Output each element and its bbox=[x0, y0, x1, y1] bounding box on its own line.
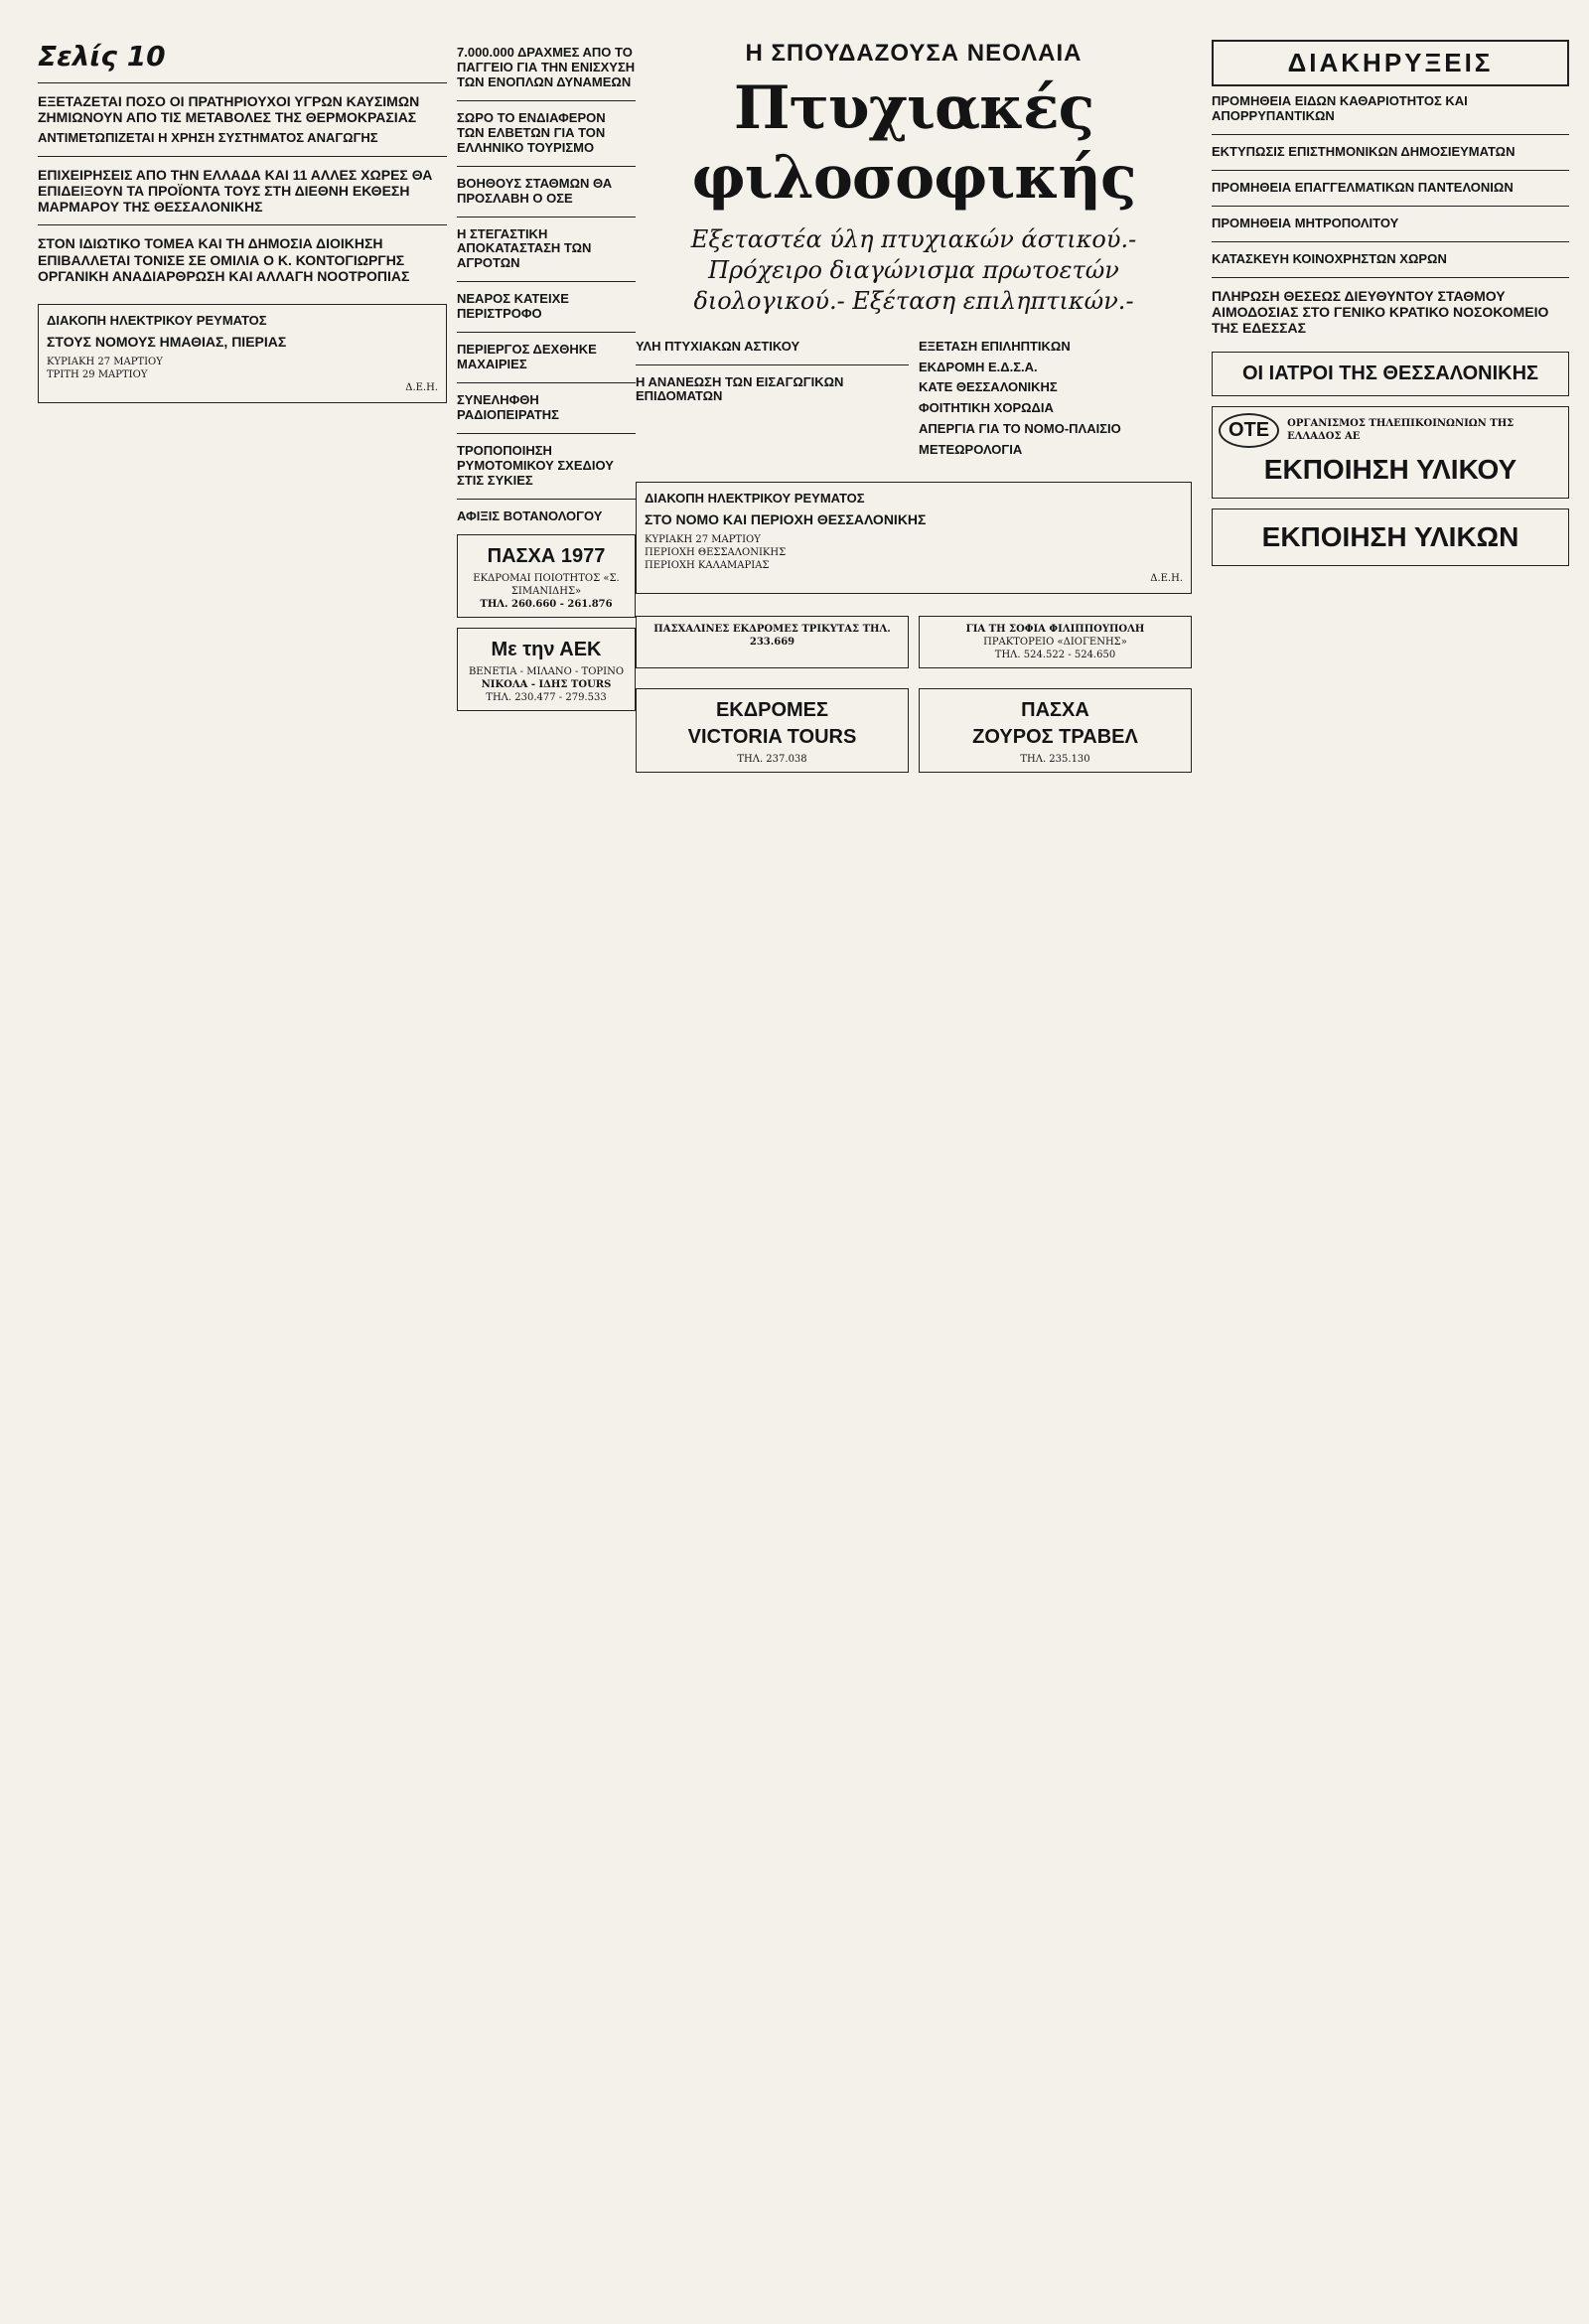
column-3 bbox=[636, 40, 1192, 783]
section-heading: ΚΑΤΕ ΘΕΣΣΑΛΟΝΙΚΗΣ bbox=[919, 379, 1058, 395]
section-heading: ΜΕΤΕΩΡΟΛΟΓΙΑ bbox=[919, 442, 1023, 458]
divider bbox=[457, 100, 636, 101]
power-cut-notice bbox=[38, 304, 447, 403]
column-1 bbox=[38, 40, 447, 415]
notice-heading: ΠΡΟΜΗΘΕΙΑ ΕΙΔΩΝ ΚΑΘΑΡΙΟΤΗΤΟΣ ΚΑΙ ΑΠΟΡΡΥΠΑΝΤΙΚΩΝ bbox=[1212, 93, 1468, 123]
headline: ΠΕΡΙΕΡΓΟΣ ΔΕΧΘΗΚΕ ΜΑΧΑΙΡΙΕΣ bbox=[457, 342, 597, 372]
section-title: ΔΙΑΚΗΡΥΞΕΙΣ bbox=[1212, 40, 1569, 86]
notice-label: ΔΙΑΚΟΠΗ ΗΛΕΚΤΡΙΚΟΥ ΡΕΥΜΑΤΟΣ bbox=[47, 312, 267, 328]
notice-title: ΣΤΟ ΝΟΜΟ ΚΑΙ ΠΕΡΙΟΧΗ ΘΕΣΣΑΛΟΝΙΚΗΣ bbox=[645, 511, 927, 528]
divider bbox=[38, 156, 447, 157]
headline: ΣΤΟΝ ΙΔΙΩΤΙΚΟ ΤΟΜΕΑ ΚΑΙ ΤΗ ΔΗΜΟΣΙΑ ΔΙΟΙΚΗΣΗ ΕΠΙΒΑΛΛΕΤΑΙ ΤΟΝΙΣΕ ΣΕ ΟΜΙΛΙΑ Ο Κ. ΚΟΝΤΟΓΙΩΡΓΗΣ ΟΡΓΑΝΙΚΗ ΑΝΑΔΙΑΡΘΡΩΣΗ ΚΑΙ ΑΛΛΑΓΗ ΝΟΟΤΡΟΠΙΑΣ bbox=[38, 235, 410, 284]
divider bbox=[38, 224, 447, 225]
section-heading: ΦΟΙΤΗΤΙΚΗ ΧΟΡΩΔΙΑ bbox=[919, 400, 1054, 416]
notice-area: ΠΕΡΙΟΧΗ ΚΑΛΑΜΑΡΙΑΣ bbox=[645, 560, 770, 572]
ad-company: ΝΙΚΟΛΑ - ΙΔΗΣ TOURS bbox=[481, 678, 612, 690]
ads-row bbox=[636, 678, 1192, 783]
section-heading: ΕΚΔΡΟΜΗ Ε.Δ.Σ.Α. bbox=[919, 359, 1038, 374]
divider bbox=[1212, 170, 1569, 171]
notice-heading: ΠΡΟΜΗΘΕΙΑ ΜΗΤΡΟΠΟΛΙΤΟΥ bbox=[1212, 215, 1399, 230]
doctors-directory bbox=[1212, 352, 1569, 396]
ad-company: ΠΡΑΚΤΟΡΕΙΟ «ΔΙΟΓΕΝΗΣ» bbox=[983, 637, 1127, 649]
ad-phone: ΤΗΛ. 235.130 bbox=[1020, 754, 1090, 766]
notice-signature: Δ.Ε.Η. bbox=[405, 381, 438, 393]
travel-ad bbox=[636, 616, 909, 668]
power-cut-notice bbox=[636, 482, 1192, 594]
disposal-notice bbox=[1212, 508, 1569, 566]
headline: ΣΥΝΕΛΗΦΘΗ ΡΑΔΙΟΠΕΙΡΑΤΗΣ bbox=[457, 392, 559, 422]
ad-title: ΠΑΣΧΑΛΙΝΕΣ ΕΚΔΡΟΜΕΣ ΤΡΙΚΥΤΑΣ ΤΗΛ. 233.669 bbox=[653, 624, 891, 649]
ads-row bbox=[636, 606, 1192, 678]
ad-subtitle: ΒΕΝΕΤΙΑ - ΜΙΛΑΝΟ - ΤΟΡΙΝΟ bbox=[468, 665, 625, 677]
headline: ΕΞΕΤΑΖΕΤΑΙ ΠΟΣΟ ΟΙ ΠΡΑΤΗΡΙΟΥΧΟΙ ΥΓΡΩΝ ΚΑΥΣΙΜΩΝ ΖΗΜΙΩΝΟΥΝ ΑΠΟ ΤΙΣ ΜΕΤΑΒΟΛΕΣ ΤΗΣ ΘΕΡΜΟΚΡΑΣΙΑΣ bbox=[38, 93, 420, 126]
ad-title: ΠΑΣΧΑ bbox=[1021, 699, 1089, 722]
column-2 bbox=[457, 40, 636, 721]
ad-phone: ΤΗΛ. 260.660 - 261.876 bbox=[480, 598, 613, 610]
ote-organization: ΟΡΓΑΝΙΣΜΟΣ ΤΗΛΕΠΙΚΟΙΝΩΝΙΩΝ ΤΗΣ ΕΛΛΑΔΟΣ ΑΕ bbox=[1287, 418, 1515, 443]
travel-ad bbox=[457, 628, 636, 711]
travel-ad bbox=[457, 534, 636, 618]
travel-ad bbox=[636, 688, 909, 773]
divider bbox=[457, 382, 636, 383]
divider bbox=[1212, 277, 1569, 278]
travel-ad bbox=[919, 616, 1192, 668]
headline: ΕΠΙΧΕΙΡΗΣΕΙΣ ΑΠΟ ΤΗΝ ΕΛΛΑΔΑ ΚΑΙ 11 ΑΛΛΕΣ ΧΩΡΕΣ ΘΑ ΕΠΙΔΕΙΞΟΥΝ ΤΑ ΠΡΟΪΟΝΤΑ ΤΟΥΣ ΣΤΗ ΔΙΕΘΝΗ ΕΚΘΕΣΗ ΜΑΡΜΑΡΟΥ ΤΗΣ ΘΕΣΣΑΛΟΝΙΚΗΣ bbox=[38, 167, 433, 216]
headline: ΑΝΤΙΜΕΤΩΠΙΖΕΤΑΙ Η ΧΡΗΣΗ ΣΥΣΤΗΜΑΤΟΣ ΑΝΑΓΩΓΗΣ bbox=[38, 130, 378, 146]
travel-ad bbox=[919, 688, 1192, 773]
divider bbox=[1212, 206, 1569, 207]
notice-signature: Δ.Ε.Η. bbox=[1150, 573, 1183, 585]
headline: 7.000.000 ΔΡΑΧΜΕΣ ΑΠΟ ΤΟ ΠΑΓΓΕΙΟ ΓΙΑ ΤΗΝ ΕΝΙΣΧΥΣΗ ΤΩΝ ΕΝΟΠΛΩΝ ΔΥΝΑΜΕΩΝ bbox=[457, 45, 636, 89]
headline: ΑΦΙΞΙΣ ΒΟΤΑΝΟΛΟΓΟΥ bbox=[457, 508, 603, 523]
divider bbox=[457, 166, 636, 167]
overline: Η ΣΠΟΥΔΑΖΟΥΣΑ ΝΕΟΛΑΙΑ bbox=[745, 40, 1083, 67]
section-heading: ΥΛΗ ΠΤΥΧΙΑΚΩΝ ΑΣΤΙΚΟΥ bbox=[636, 338, 800, 354]
subtitle: Εξεταστέα ύλη πτυχιακών άστικού.- Πρόχειρο διαγώνισμα πρωτοετών διολογικού.- Εξέταση επιληπτικών.- bbox=[690, 225, 1137, 316]
column-4 bbox=[1212, 40, 1569, 576]
ad-title: Με την ΑΕΚ bbox=[491, 638, 602, 660]
notice-heading: ΚΑΤΑΣΚΕΥΗ ΚΟΙΝΟΧΡΗΣΤΩΝ ΧΩΡΩΝ bbox=[1212, 250, 1447, 266]
divider bbox=[457, 433, 636, 434]
notice-label: ΔΙΑΚΟΠΗ ΗΛΕΚΤΡΙΚΟΥ ΡΕΥΜΑΤΟΣ bbox=[645, 491, 865, 507]
ad-title: ΓΙΑ ΤΗ ΣΟΦΙΑ ΦΙΛΙΠΠΟΥΠΟΛΗ bbox=[965, 624, 1145, 636]
headline: ΣΩΡΟ ΤΟ ΕΝΔΙΑΦΕΡΟΝ ΤΩΝ ΕΛΒΕΤΩΝ ΓΙΑ ΤΟΝ ΕΛΛΗΝΙΚΟ ΤΟΥΡΙΣΜΟ bbox=[457, 109, 606, 155]
subsections bbox=[636, 334, 1192, 465]
ad-title: ΕΚΔΡΟΜΕΣ bbox=[715, 699, 829, 722]
divider bbox=[457, 217, 636, 218]
ote-notice bbox=[1212, 406, 1569, 499]
ote-logo: ΟΤΕ bbox=[1219, 413, 1279, 448]
notice-title: ΣΤΟΥΣ ΝΟΜΟΥΣ ΗΜΑΘΙΑΣ, ΠΙΕΡΙΑΣ bbox=[47, 333, 287, 350]
page-number: Σελίς 10 bbox=[38, 40, 166, 73]
headline: ΝΕΑΡΟΣ ΚΑΤΕΙΧΕ ΠΕΡΙΣΤΡΟΦΟ bbox=[457, 291, 569, 322]
ote-title: ΕΚΠΟΙΗΣΗ ΥΛΙΚΟΥ bbox=[1263, 453, 1517, 485]
section-heading: Η ΑΝΑΝΕΩΣΗ ΤΩΝ ΕΙΣΑΓΩΓΙΚΩΝ ΕΠΙΔΟΜΑΤΩΝ bbox=[636, 373, 844, 404]
ad-company: ΖΟΥΡΟΣ ΤΡΑΒΕΛ bbox=[972, 726, 1138, 749]
notice-day: ΚΥΡΙΑΚΗ 27 ΜΑΡΤΙΟΥ bbox=[47, 356, 163, 367]
ad-phone: ΤΗΛ. 237.038 bbox=[737, 754, 807, 766]
headline: ΤΡΟΠΟΠΟΙΗΣΗ ΡΥΜΟΤΟΜΙΚΟΥ ΣΧΕΔΙΟΥ ΣΤΙΣ ΣΥΚΙΕΣ bbox=[457, 442, 614, 488]
notice-heading: ΠΛΗΡΩΣΗ ΘΕΣΕΩΣ ΔΙΕΥΘΥΝΤΟΥ ΣΤΑΘΜΟΥ ΑΙΜΟΔΟΣΙΑΣ ΣΤΟ ΓΕΝΙΚΟ ΚΡΑΤΙΚΟ ΝΟΣΟΚΟΜΕΙΟ ΤΗΣ ΕΔΕΣΣΑΣ bbox=[1212, 287, 1549, 336]
notice-day: ΚΥΡΙΑΚΗ 27 ΜΑΡΤΙΟΥ bbox=[645, 534, 761, 546]
divider bbox=[636, 364, 909, 365]
headline: Η ΣΤΕΓΑΣΤΙΚΗ ΑΠΟΚΑΤΑΣΤΑΣΗ ΤΩΝ ΑΓΡΟΤΩΝ bbox=[457, 225, 592, 271]
doctors-heading: ΟΙ ΙΑΤΡΟΙ ΤΗΣ ΘΕΣΣΑΛΟΝΙΚΗΣ bbox=[1241, 362, 1539, 384]
notice-heading: ΠΡΟΜΗΘΕΙΑ ΕΠΑΓΓΕΛΜΑΤΙΚΩΝ ΠΑΝΤΕΛΟΝΙΩΝ bbox=[1212, 179, 1514, 195]
divider bbox=[457, 281, 636, 282]
headline: ΒΟΗΘΟΥΣ ΣΤΑΘΜΩΝ ΘΑ ΠΡΟΣΛΑΒΗ Ο ΟΣΕ bbox=[457, 175, 613, 206]
subsection-left bbox=[636, 334, 909, 465]
ad-company: VICTORIA TOURS bbox=[687, 726, 857, 749]
ad-title: ΠΑΣΧΑ 1977 bbox=[487, 544, 606, 567]
notice-area: ΠΕΡΙΟΧΗ ΘΕΣΣΑΛΟΝΙΚΗΣ bbox=[645, 547, 787, 559]
divider bbox=[457, 332, 636, 333]
divider bbox=[457, 499, 636, 500]
divider bbox=[1212, 134, 1569, 135]
page-title: Πτυχιακές φιλοσοφικής bbox=[691, 73, 1136, 213]
ad-subtitle: ΕΚΔΡΟΜΑΙ ΠΟΙΟΤΗΤΟΣ «Σ. ΣΙΜΑΝΙΔΗΣ» bbox=[473, 572, 620, 597]
ad-phone: ΤΗΛ. 230.477 - 279.533 bbox=[486, 691, 607, 703]
disposal-title: ΕΚΠΟΙΗΣΗ ΥΛΙΚΩΝ bbox=[1261, 520, 1519, 552]
ote-header bbox=[1219, 413, 1562, 448]
notice-heading: ΕΚΤΥΠΩΣΙΣ ΕΠΙΣΤΗΜΟΝΙΚΩΝ ΔΗΜΟΣΙΕΥΜΑΤΩΝ bbox=[1212, 143, 1516, 159]
ad-phone: ΤΗΛ. 524.522 - 524.650 bbox=[994, 650, 1116, 661]
section-heading: ΑΠΕΡΓΙΑ ΓΙΑ ΤΟ ΝΟΜΟ-ΠΛΑΙΣΙΟ bbox=[919, 421, 1121, 437]
divider bbox=[1212, 241, 1569, 242]
notice-day: ΤΡΙΤΗ 29 ΜΑΡΤΙΟΥ bbox=[47, 368, 148, 380]
section-heading: ΕΞΕΤΑΣΗ ΕΠΙΛΗΠΤΙΚΩΝ bbox=[919, 338, 1071, 354]
subsection-right bbox=[919, 334, 1192, 465]
divider bbox=[38, 82, 447, 83]
